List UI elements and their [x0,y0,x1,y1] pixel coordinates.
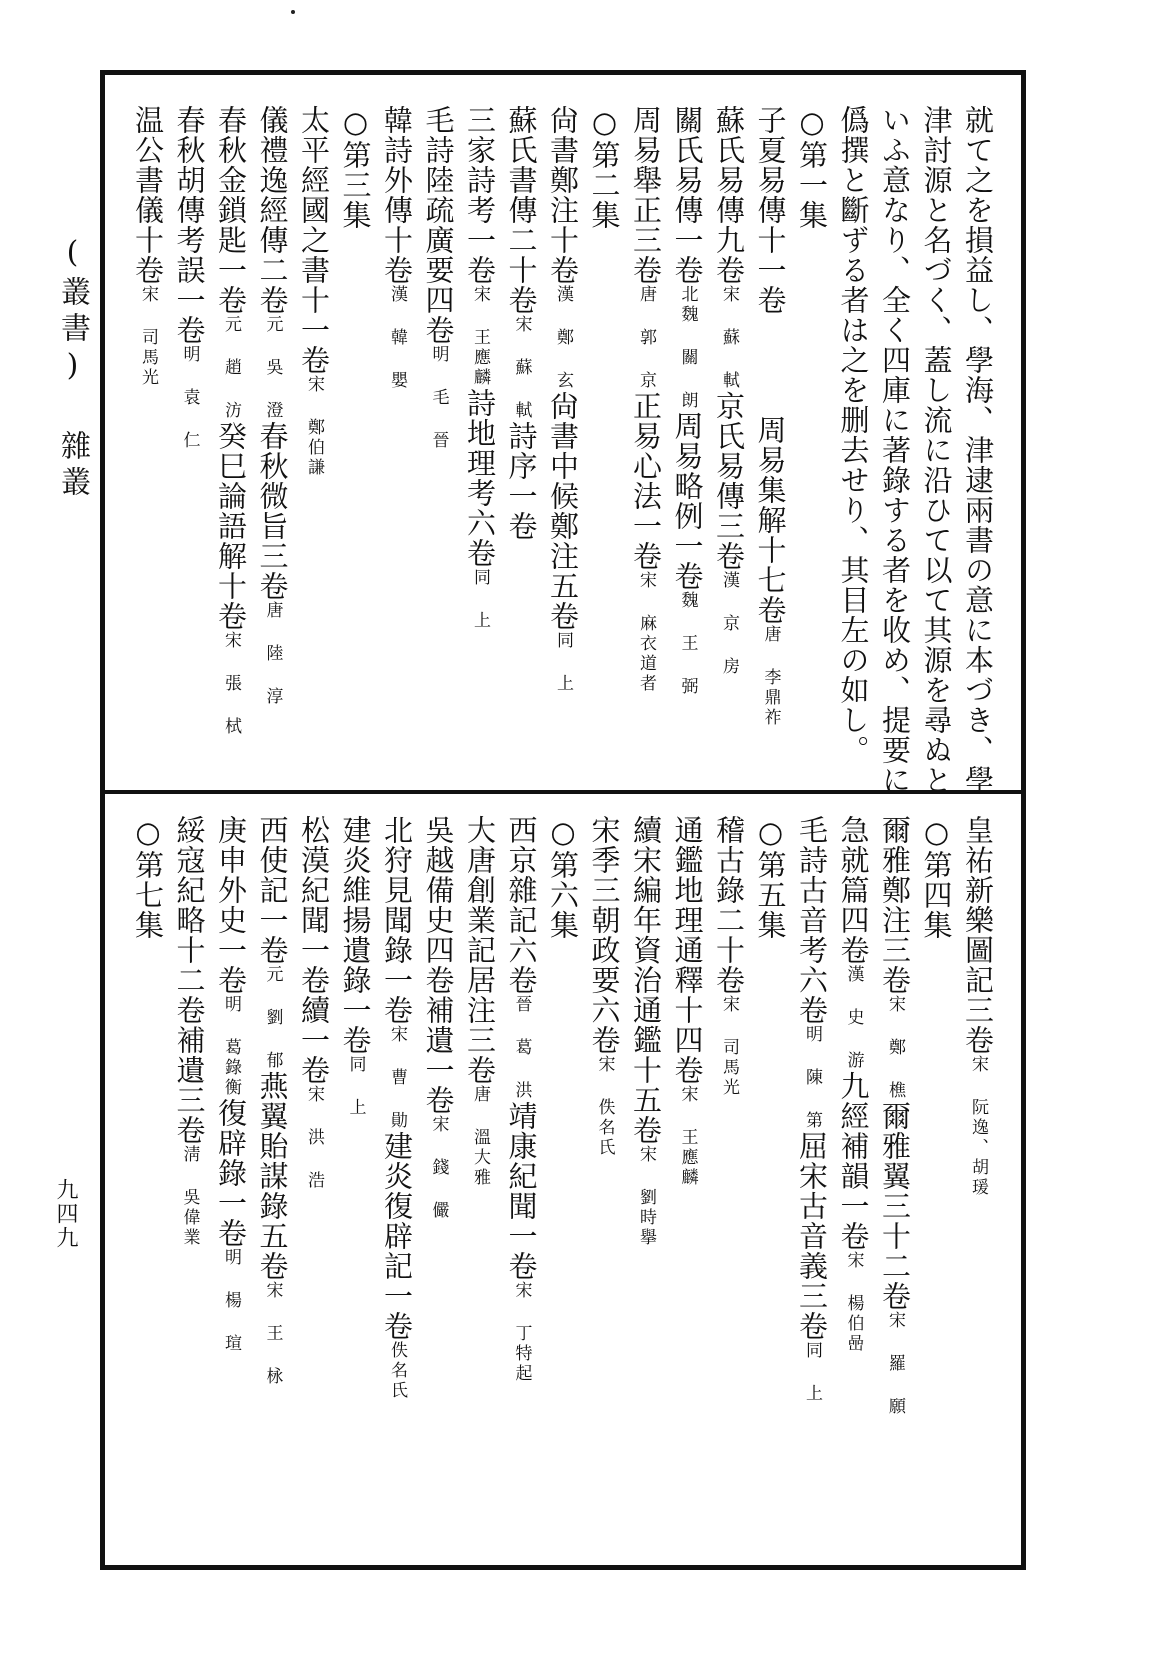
entry-text: 庚申外史一卷 [214,815,248,995]
top-column [294,105,334,478]
author-note: 漢 韓 嬰 [387,285,407,391]
author-note: 同 上 [345,1055,366,1118]
author-note: 唐 郭 京 [636,285,656,391]
entry-text: 毛詩古音考六卷 [795,815,829,1025]
entry-text: 詩序一卷 [504,421,539,541]
bottom-column [294,815,334,1191]
bottom-column [917,815,957,940]
bottom-column [377,815,417,1401]
entry-text: 建炎維揚遺錄一卷 [338,815,373,1055]
entry-text: ○第三集 [338,105,373,230]
author-note: 同 上 [802,1341,822,1404]
author-note: 明 葛錄衡 [221,995,241,1098]
entry-text: 正易心法一卷 [629,391,663,571]
entry-text: 韓詩外傳十卷 [380,105,414,285]
author-note: 明 毛 晉 [428,345,449,451]
bottom-column [253,815,293,1387]
author-note: 唐 陸 淳 [262,601,283,707]
top-column [834,105,874,765]
page-number: 九四九 [53,1178,78,1250]
entry-text: 屈宋古音義三卷 [795,1131,829,1341]
top-column [626,105,666,694]
ink-speck [291,10,295,14]
entry-text: ○第二集 [587,105,622,230]
top-column [668,105,708,697]
entry-text: 建炎復辟記一卷 [380,1131,414,1341]
author-note: 魏 王 弼 [677,591,698,697]
author-note: 宋 王應麟 [677,1085,698,1188]
bottom-column [585,815,625,1158]
top-column [460,105,500,631]
author-note: 宋 司馬光 [719,995,739,1098]
top-column [336,105,376,230]
author-note: 明 袁 仁 [179,345,200,451]
entry-text: 皇祐新樂圖記三卷 [961,815,995,1055]
entry-text: ○第六集 [546,815,580,940]
author-note: 元 劉 郁 [262,965,283,1071]
entry-text: ○第四集 [919,815,954,940]
bottom-column [170,815,210,1248]
top-column [792,105,832,230]
top-column [502,105,542,541]
entry-text: 爾雅翼三十二卷 [878,1101,912,1311]
author-note: 漢 鄭 玄 [553,285,573,391]
entry-text: 京氏易傳三卷 [712,391,746,571]
author-note: 同 上 [470,568,490,631]
author-note: 宋 阮逸、胡瑗 [968,1055,988,1198]
entry-text: 儀禮逸經傳二卷 [255,105,290,315]
author-note: 宋 錢 儼 [428,1115,449,1221]
entry-text: 九經補韻一卷 [836,1071,871,1251]
entry-text: 就て之を損益し、學海、津逮兩書の意に本づき、學 [961,105,995,795]
author-note: 宋 王 栐 [262,1281,283,1387]
entry-text: ○第七集 [131,815,165,940]
entry-text: ○第一集 [795,105,829,230]
top-column [958,105,998,795]
author-note: 宋 鄭 樵 [885,995,905,1101]
top-column [253,105,293,707]
top-column [585,105,625,230]
author-note: 唐 溫大雅 [470,1085,490,1188]
entry-text: 關氏易傳一卷 [670,105,705,285]
bottom-column [460,815,500,1188]
author-note: 同 上 [553,631,573,694]
top-column [211,105,251,737]
entry-text: 温公書儀十卷 [131,105,165,285]
author-note: 元 吳 澄 [262,315,283,421]
top-column [170,105,210,451]
bottom-column [543,815,583,940]
top-column [875,105,915,795]
author-note: 宋 羅 願 [885,1311,905,1417]
entry-text: 續宋編年資治通鑑十五卷 [629,815,663,1145]
entry-text: 大唐創業記居注三卷 [463,815,497,1085]
author-note: 宋 劉時擧 [636,1145,656,1248]
entry-text: 蘇氏易傳九卷 [712,105,746,285]
author-note [761,315,781,415]
author-note: 宋 蘇 軾 [719,285,739,391]
bottom-column [709,815,749,1098]
entry-text: 毛詩陸疏廣要四卷 [421,105,456,345]
author-note: 佚名氏 [387,1341,407,1401]
author-note: 唐 李鼎祚 [760,625,781,728]
author-note: 宋 張 栻 [221,631,241,737]
entry-text: 周易舉正三卷 [629,105,663,285]
entry-text: 爾雅鄭注三卷 [878,815,912,995]
entry-text: 春秋金鎖匙一卷 [214,105,248,315]
author-note: 宋 鄭伯謙 [304,375,324,478]
author-note: 漢 史 游 [843,965,864,1071]
entry-text: 松漠紀聞一卷續一卷 [297,815,331,1085]
top-column [128,105,168,388]
bottom-column [502,815,542,1384]
entry-text: 癸巳論語解十卷 [214,421,248,631]
bottom-column [834,815,874,1354]
entry-text: 綏寇紀略十二卷補遺三卷 [172,815,207,1145]
entry-text: 西使記一卷 [255,815,290,965]
entry-text: 復辟錄一卷 [214,1098,248,1248]
entry-text: 春秋微旨三卷 [255,421,290,601]
entry-text: 春秋胡傳考誤一卷 [172,105,207,345]
bottom-column [211,815,251,1354]
entry-text: 吳越備史四卷補遺一卷 [421,815,456,1115]
entry-text: 通鑑地理通釋十四卷 [670,815,705,1085]
top-column [419,105,459,451]
lower-text-block [108,815,1018,1550]
bottom-column [336,815,376,1118]
top-column [543,105,583,694]
entry-text: 北狩見聞錄一卷 [380,815,414,1025]
entry-text: 太平經國之書十一卷 [297,105,331,375]
author-note: 宋 司馬光 [138,285,158,388]
entry-text: 蘇氏書傳二十卷 [504,105,539,315]
entry-text: 三家詩考一卷 [463,105,497,285]
entry-text: 詩地理考六卷 [463,388,497,568]
top-column [751,105,791,728]
author-note: 淸 吳偉業 [179,1145,200,1248]
entry-text: 周易集解十七卷 [753,415,788,625]
bottom-column [128,815,168,940]
author-note: 明 楊 瑄 [221,1248,241,1354]
entry-text: いふ意なり、全く四庫に著錄する者を收め、提要に [878,105,912,795]
bottom-column [958,815,998,1198]
top-column [377,105,417,391]
bottom-column [419,815,459,1221]
entry-text: 子夏易傳十一卷 [753,105,788,315]
author-note: 明 陳 第 [802,1025,822,1131]
entry-text: 西京雜記六卷 [504,815,539,995]
entry-text: ○第五集 [753,815,788,940]
author-note: 宋 麻衣道者 [636,571,656,694]
author-note: 晉 葛 洪 [511,995,532,1101]
entry-text: 靖康紀聞一卷 [504,1101,539,1281]
running-head: (叢書) 雜叢 [55,235,90,502]
author-note: 宋 蘇 軾 [511,315,532,421]
author-note: 宋 楊伯喦 [843,1251,864,1354]
entry-text: 急就篇四卷 [836,815,871,965]
author-note: 元 趙 汸 [221,315,241,421]
author-note: 北魏 關 朗 [677,285,698,411]
author-note: 宋 丁特起 [511,1281,532,1384]
entry-text: 稽古錄二十卷 [712,815,746,995]
author-note: 宋 王應麟 [470,285,490,388]
bottom-column [875,815,915,1417]
entry-text: 周易略例一卷 [670,411,705,591]
bottom-column [792,815,832,1404]
entry-text: 燕翼貽謀錄五卷 [255,1071,290,1281]
author-note: 宋 曹 勛 [387,1025,407,1131]
bottom-column [751,815,791,940]
entry-text: 尙書鄭注十卷 [546,105,580,285]
author-note: 宋 佚名氏 [594,1055,615,1158]
top-column [917,105,957,795]
entry-text: 尙書中候鄭注五卷 [546,391,580,631]
top-column [709,105,749,677]
entry-text: 僞撰と斷ずる者は之を删去せり、其目左の如し。 [836,105,871,765]
entry-text: 宋季三朝政要六卷 [587,815,622,1055]
author-note: 宋 洪 浩 [304,1085,324,1191]
entry-text: 津討源と名づく、蓋し流に沿ひて以て其源を尋ぬと [919,105,954,795]
bottom-column [626,815,666,1248]
author-note: 漢 京 房 [719,571,739,677]
upper-text-block [108,105,1018,795]
bottom-column [668,815,708,1188]
